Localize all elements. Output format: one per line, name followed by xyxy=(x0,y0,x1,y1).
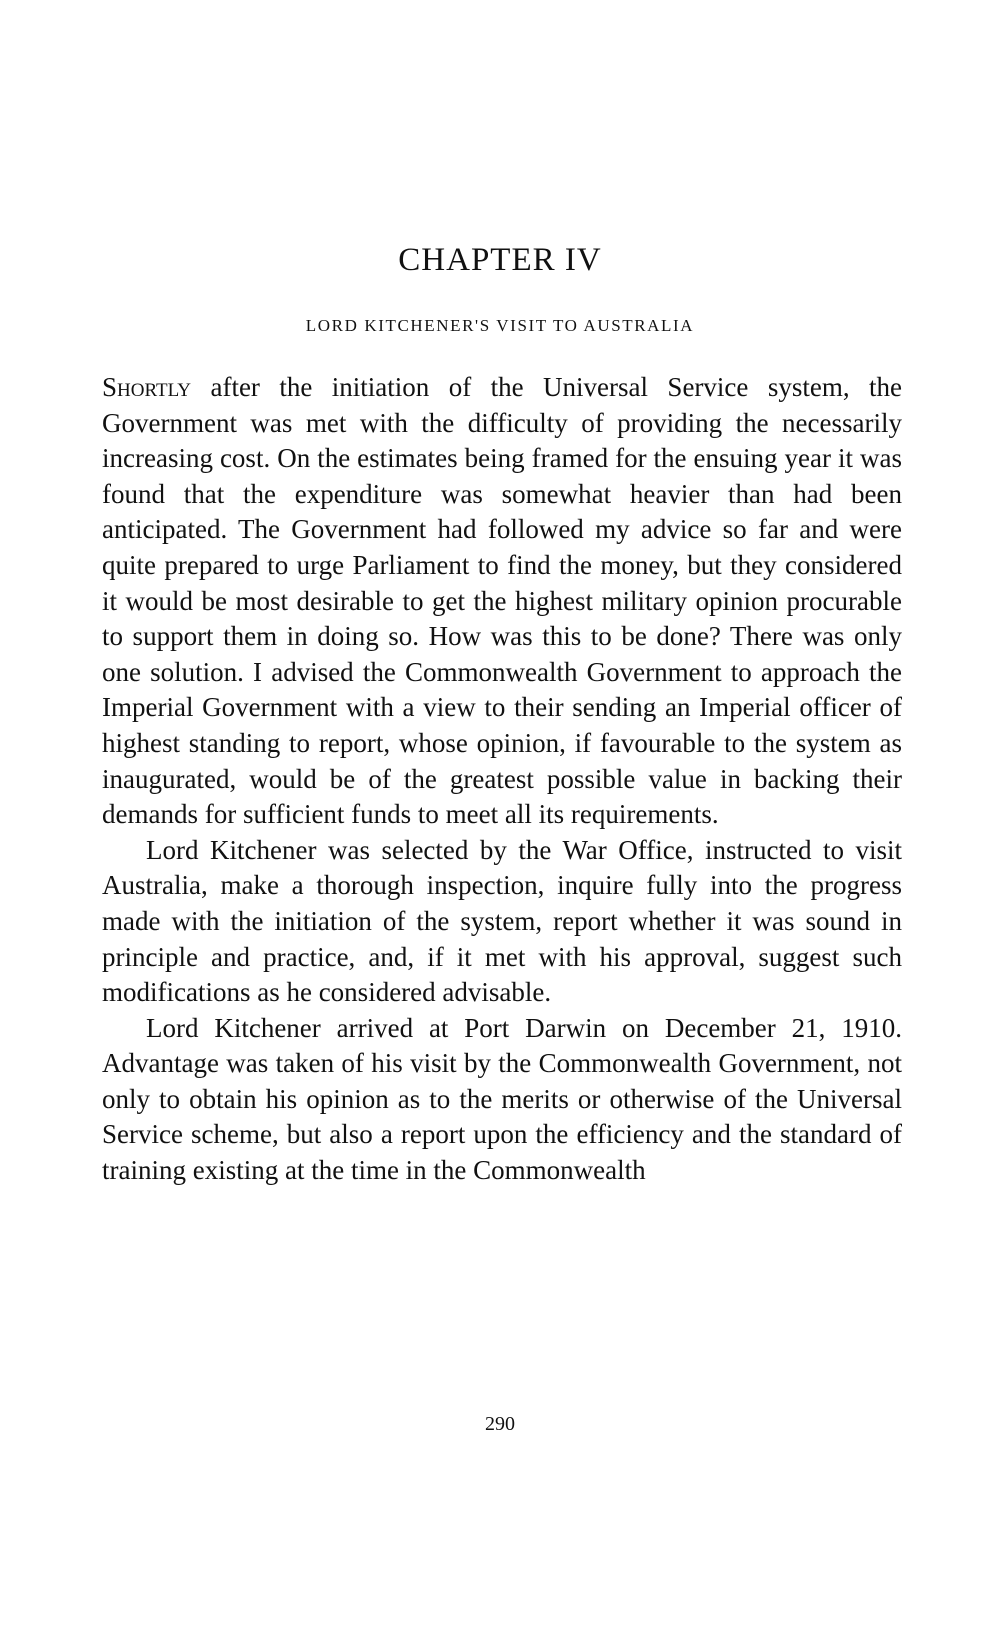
paragraph-2: Lord Kitchener was selected by the War Office, instructed to visit Australia, make a thorough inspection, inquire fully into the progress made with the initiation of the system, report whether it was sound in principle and practice, and, if it met with his approval, suggest such modifications as he considered advisable. xyxy=(102,834,902,1008)
paragraph-lead-word: Shortly xyxy=(102,372,192,402)
page-number: 290 xyxy=(485,1413,515,1435)
paragraph-3: Lord Kitchener arrived at Port Darwin on December 21, 1910. Advantage was taken of his visit by the Commonwealth Government, not only to obtain his opinion as to the merits or otherwise of the Universal Service scheme, but also a report upon the efficiency and the standard of training existing at the time in the Commonwealth xyxy=(102,1012,902,1186)
paragraph-1-text: after the initiation of the Universal Service system, the Government was met with the difficulty of providing the necessarily increasing cost. On the estimates being framed for the ensuing year it was found that the expenditure was somewhat heavier than had been anticipated. The Government had followed my advice so far and were quite prepared to urge Parliament to find the money, but they considered it would be most desirable to get the highest military opinion procurable to support them in doing so. How was this to be done? There was only one solution. I advised the Commonwealth Government to approach the Imperial Government with a view to their sending an Imperial officer of highest standing to report, whose opinion, if favourable to the system as inaugurated, would be of the greatest possible value in backing their demands for sufficient funds to meet all its requirements. xyxy=(102,372,902,830)
paragraph-1 xyxy=(102,370,902,833)
chapter-title: LORD KITCHENER'S VISIT TO AUSTRALIA xyxy=(305,316,695,335)
chapter-heading: CHAPTER IV xyxy=(398,242,602,278)
chapter-body xyxy=(102,370,902,1189)
